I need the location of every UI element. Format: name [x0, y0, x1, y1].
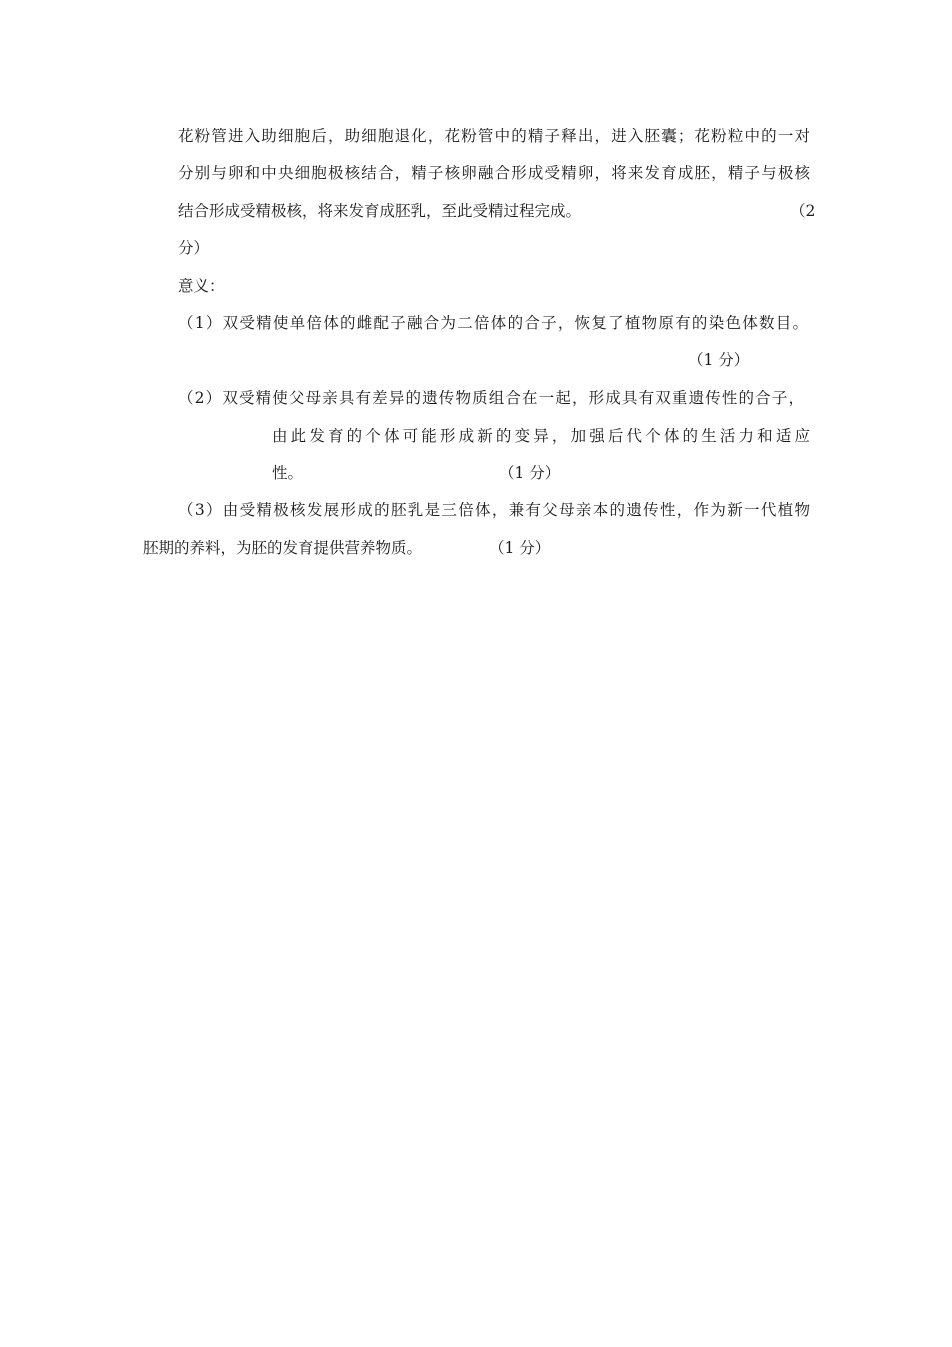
significance-item-2-score: （1 分） — [499, 464, 561, 482]
significance-heading: 意义： — [178, 277, 225, 295]
significance-item-3-line-1: （3）由受精极核发展形成的胚乳是三倍体，兼有父母亲本的遗传性，作为新一代植物 — [178, 501, 810, 519]
significance-item-2-line-3: 性。 — [272, 464, 304, 482]
process-line-1: 花粉管进入助细胞后，助细胞退化，花粉管中的精子释出，进入胚囊；花粉粒中的一对 — [178, 127, 810, 145]
significance-item-3-score: （1 分） — [489, 539, 551, 557]
significance-item-2-line-1: （2）双受精使父母亲具有差异的遗传物质组合在一起，形成具有双重遗传性的合子， — [178, 389, 804, 407]
significance-item-2-line-2: 由此发育的个体可能形成新的变异，加强后代个体的生活力和适应 — [272, 427, 810, 445]
process-score-close: 分） — [178, 239, 210, 257]
process-line-3: 结合形成受精极核，将来发育成胚乳，至此受精过程完成。 — [178, 202, 582, 220]
significance-item-1-score: （1 分） — [688, 351, 750, 369]
significance-item-1: （1）双受精使单倍体的雌配子融合为二倍体的合子，恢复了植物原有的染色体数目。 — [178, 314, 808, 332]
process-score-open: （2 — [790, 202, 816, 220]
significance-item-3-line-2: 胚期的养料，为胚的发育提供营养物质。 — [143, 539, 423, 557]
process-line-2: 分别与卵和中央细胞极核结合，精子核卵融合形成受精卵，将来发育成胚，精子与极核 — [178, 164, 810, 182]
